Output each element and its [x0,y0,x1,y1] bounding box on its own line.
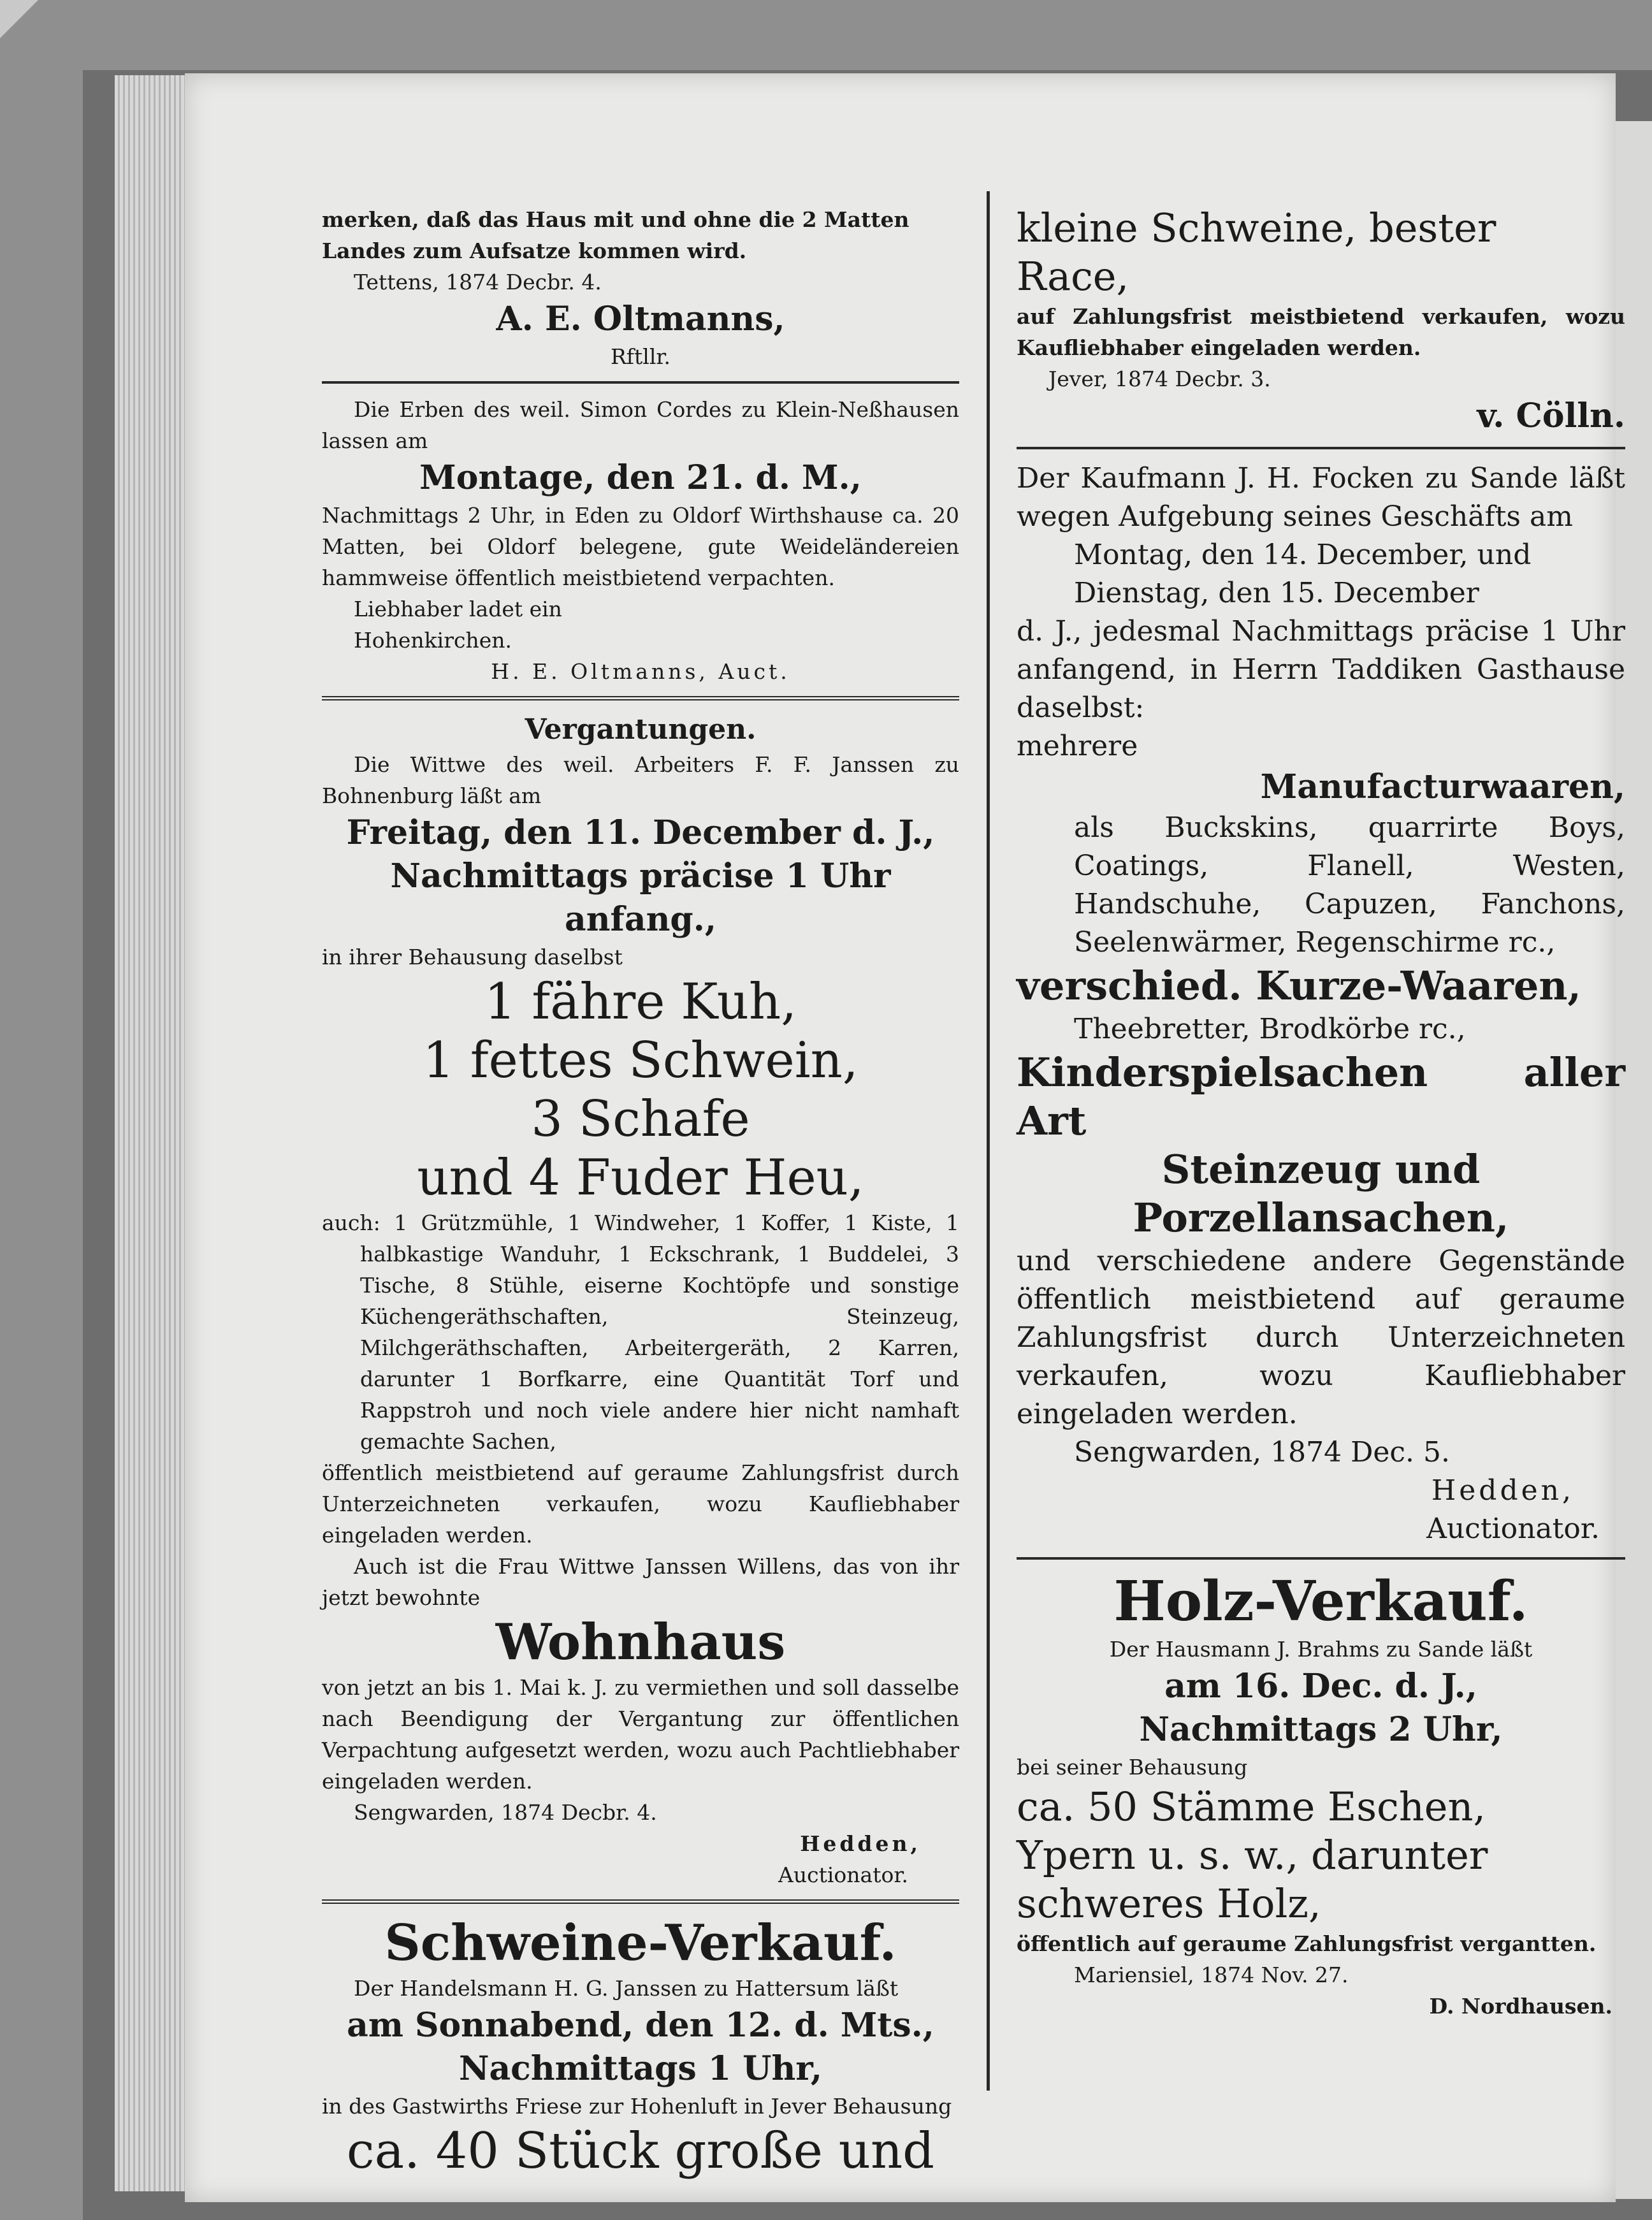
place-date: Jever, 1874 Decbr. 3. [1048,366,1271,391]
item-line: Ypern u. s. w., darunter [1017,1832,1488,1878]
section-heading: Vergantungen. [525,713,757,746]
signature: D. Nordhausen. [1429,1994,1612,2019]
ad-cordes-verpachtung [322,394,959,687]
signature-role: Rftllr. [610,344,671,369]
item-heading: Manufacturwaaren, [1260,767,1625,806]
item-list: auch: 1 Grützmühle, 1 Windweher, 1 Koffer, 1 Kiste, 1 halbkastige Wanduhr, 1 Eckschrank, 1 Buddelei, 3 Tische, 8 Stühle, eiserne Kochtöpfe und sonstige Küchengeräthschaften, Steinzeug, Milchgeräthschaften, Arbeitergeräth, 2 Karren, darunter 1 Borfkarre, eine Quantität Torf und Rappstroh und noch viele andere hier nicht namhaft gemachte Sachen, [322,1210,959,1454]
item-heading: Wohnhaus [495,1613,786,1671]
ad-date: Montag, den 14. December, und [1074,539,1532,571]
place-date: Sengwarden, 1874 Dec. 5. [1074,1436,1451,1469]
signature: H. E. Oltmanns, Auct. [491,659,790,684]
ad-body: öffentlich auf geraume Zahlungsfrist vergantten. [1017,1931,1597,1956]
signature: v. Cölln. [1477,396,1625,435]
ad-place: Hohenkirchen. [354,628,512,653]
ad-time: d. J., jedesmal Nachmittags präcise 1 Uhr anfangend, in Herrn Taddiken Gasthause daselbst: [1017,615,1625,724]
section-heading: Schweine-Verkauf. [384,1914,897,1972]
ad-body: öffentlich meistbietend auf geraume Zahlungsfrist durch Unterzeichneten verkaufen, wozu Kaufliebhaber eingeladen werden. [322,1460,959,1548]
ad-date: Freitag, den 11. December d. J., [346,813,935,852]
ad-time: Nachmittags 2 Uhr, [1139,1710,1503,1749]
ad-date: am Sonnabend, den 12. d. Mts., [347,2006,934,2045]
ad-date: Montage, den 21. d. M., [419,458,862,497]
ad-place: in ihrer Behausung daselbst [322,945,623,969]
item-line: 3 Schafe [531,1091,750,1148]
page-corner [0,0,38,38]
ad-holz-verkauf [1017,1570,1625,2022]
item-line: ca. 40 Stück große und [346,2122,935,2180]
ad-body: und verschiedene andere Gegenstände öffentlich meistbietend auf geraume Zahlungsfrist durch Unterzeichneten verkaufen, wozu Kaufliebhaber eingeladen werden. [1017,1245,1625,1430]
item-line: ca. 50 Stämme Eschen, [1017,1783,1486,1830]
section-separator [322,1899,959,1904]
ad-text: merken, daß das Haus mit und ohne die 2 Matten [322,207,909,232]
item-line: 1 fettes Schwein, [423,1032,859,1089]
signature: Hedden, [800,1831,921,1856]
item-heading: verschied. Kurze-Waaren, [1017,962,1582,1009]
signature-role: Auctionator. [778,1862,908,1887]
ad-voelln-schweine [1017,204,1625,438]
place-date: Sengwarden, 1874 Decbr. 4. [354,1800,657,1825]
ad-body: Nachmittags 2 Uhr, in Eden zu Oldorf Wirthshause ca. 20 Matten, bei Oldorf belegene, gute Weideländereien hammweise öffentlich meistbietend verpachten. [322,503,959,590]
item-line: und 4 Fuder Heu, [417,1149,864,1207]
ad-intro: Der Handelsmann H. G. Janssen zu Hattersum läßt [354,1976,899,2001]
ad-separator [322,381,959,384]
ad-oltmanns-matten [322,204,959,372]
ad-time: Nachmittags präcise 1 Uhr anfang., [390,857,891,939]
ad-place: bei seiner Behausung [1017,1755,1248,1780]
item-heading: Porzellansachen, [1133,1194,1509,1241]
ad-body: von jetzt an bis 1. Mai k. J. zu vermiethen und soll dasselbe nach Beendigung der Vergantung zur öffentlichen Verpachtung aufgesetzt werden, wozu auch Pachtliebhaber eingeladen werden. [322,1675,959,1794]
section-heading: Holz-Verkauf. [1113,1569,1528,1634]
place-date: Tettens, 1874 Decbr. 4. [354,270,602,294]
section-separator [322,696,959,700]
ad-schweine-verkauf [322,1914,959,2180]
ad-janssen-vergantung [322,711,959,1890]
ad-intro: Der Kaufmann J. H. Focken zu Sande läßt wegen Aufgebung seines Geschäfts am [1017,462,1625,533]
item-heading: Kinderspielsachen aller Art [1017,1049,1625,1144]
page-edges [115,75,191,2191]
ad-intro: Der Hausmann J. Brahms zu Sande läßt [1109,1637,1533,1662]
signature: Hedden, [1431,1474,1574,1507]
place-date: Mariensiel, 1874 Nov. 27. [1074,1962,1349,1987]
ad-intro: Die Wittwe des weil. Arbeiters F. F. Janssen zu Bohnenburg läßt am [322,752,959,808]
ad-place: in des Gastwirths Friese zur Hohenluft in Jever Behausung [322,2094,952,2119]
ad-intro: Die Erben des weil. Simon Cordes zu Klein-Neßhausen lassen am [322,397,959,453]
column-divider [987,191,990,2091]
ad-date: Dienstag, den 15. December [1074,577,1479,609]
ad-body: auf Zahlungsfrist meistbietend verkaufen, wozu Kaufliebhaber eingeladen werden. [1017,304,1625,360]
ad-invite: Liebhaber ladet ein [354,597,562,621]
ad-body: Auch ist die Frau Wittwe Janssen Willens, das von ihr jetzt bewohnte [322,1554,959,1610]
item-list: als Buckskins, quarrirte Boys, Coatings, Flanell, Westen, Handschuhe, Capuzen, Fanchons, Seelenwärmer, Regenschirme rc., [1074,811,1625,959]
item-heading: Steinzeug und [1161,1146,1481,1193]
ad-text: Landes zum Aufsatze kommen wird. [322,238,747,263]
item-line: Race, [1017,253,1129,300]
item-list: Theebretter, Brodkörbe rc., [1074,1013,1466,1045]
right-column [1017,204,1625,2022]
left-column [322,204,959,2180]
item-line: schweres Holz, [1017,1880,1321,1927]
ad-date: am 16. Dec. d. J., [1164,1667,1477,1706]
item-line: kleine Schweine, bester [1017,205,1496,251]
item-line: 1 fähre Kuh, [484,973,797,1031]
ad-time: Nachmittags 1 Uhr, [458,2049,823,2088]
ad-separator [1017,1557,1625,1560]
ad-separator [1017,447,1625,449]
signature-role: Auctionator. [1426,1513,1600,1545]
ad-focken-auction [1017,460,1625,1548]
ad-text: mehrere [1017,730,1138,762]
signature: A. E. Oltmanns, [496,300,785,338]
